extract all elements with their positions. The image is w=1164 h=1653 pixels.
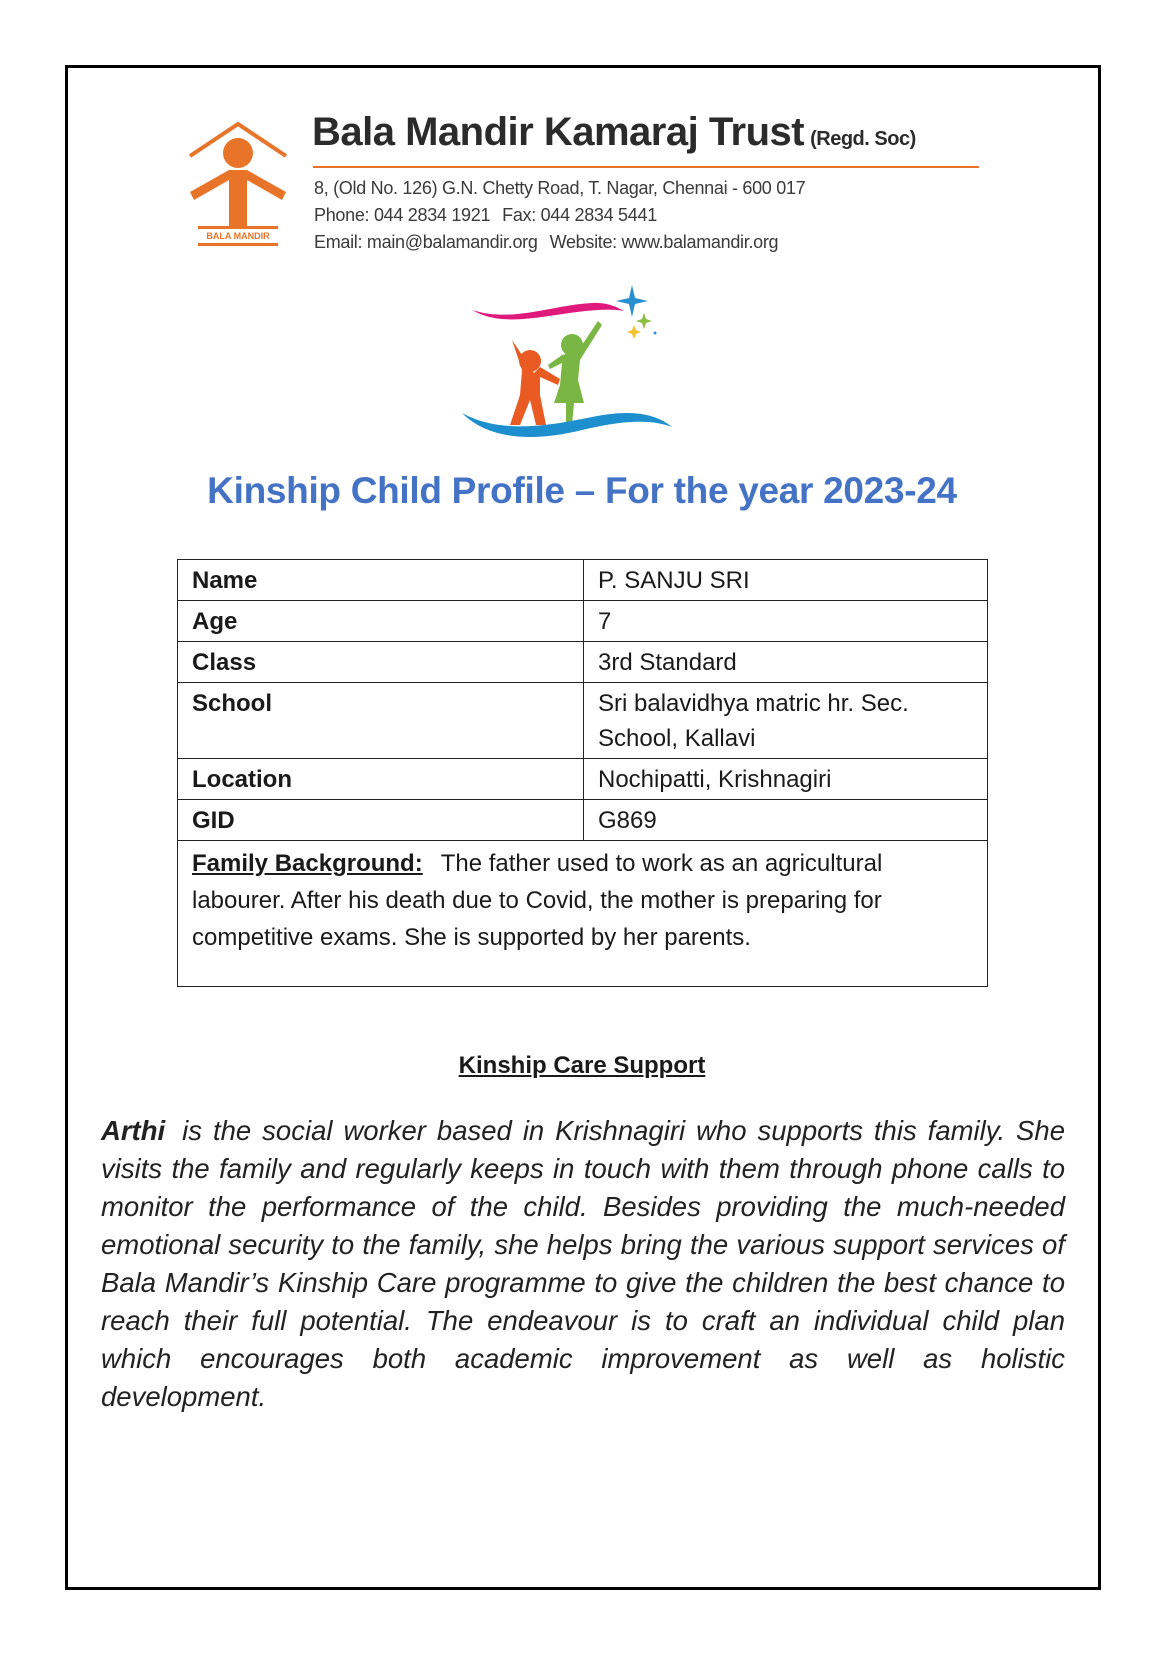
table-row (178, 683, 988, 759)
row-value: 7 (584, 601, 988, 642)
row-label: Name (178, 560, 584, 601)
section-heading: Kinship Care Support (458, 1052, 706, 1079)
family-background-cell (178, 841, 988, 987)
org-phone: Phone: 044 2834 1921 (314, 205, 491, 225)
org-email-website (314, 232, 778, 253)
support-text: is the social worker based in Krishnagiri who supports this family. She visits the family and regularly keeps in touch with them through phone calls to monitor the performance of the child. Besides providing the much-needed emotional security to the family, she helps bring the various support services of Bala Mandir’s Kinship Care programme to give the children the best chance to reach their full potential. The endeavour is to craft an individual child plan which encourages both academic improvement as well as holistic development. (101, 1115, 1065, 1412)
row-value: 3rd Standard (584, 642, 988, 683)
social-worker-name: Arthi (101, 1115, 166, 1146)
org-email[interactable]: Email: main@balamandir.org (314, 232, 538, 252)
table-row (178, 601, 988, 642)
row-label: School (178, 683, 584, 759)
page-title-text: Kinship Child Profile – For the year 2023-24 (207, 470, 957, 511)
table-row (178, 560, 988, 601)
organization-name (312, 110, 916, 155)
row-value: Sri balavidhya matric hr. Sec. School, Kallavi (584, 683, 988, 759)
bala-mandir-logo-icon (186, 118, 290, 250)
row-value: P. SANJU SRI (584, 560, 988, 601)
table-row (178, 642, 988, 683)
svg-text:BALA MANDIR: BALA MANDIR (206, 231, 270, 241)
support-paragraph (101, 1112, 1065, 1416)
page-title (0, 470, 1164, 512)
family-background-row (178, 841, 988, 987)
org-address: 8, (Old No. 126) G.N. Chetty Road, T. Nagar, Chennai - 600 017 (314, 178, 806, 198)
row-label: Location (178, 759, 584, 800)
org-fax: Fax: 044 2834 5441 (502, 205, 657, 225)
header-divider (313, 166, 979, 168)
row-value: G869 (584, 800, 988, 841)
table-row (178, 800, 988, 841)
kinship-children-illustration-icon (462, 285, 702, 450)
org-phone-fax (314, 205, 657, 226)
row-value: Nochipatti, Krishnagiri (584, 759, 988, 800)
table-row (178, 759, 988, 800)
org-registration-suffix: (Regd. Soc) (810, 128, 916, 150)
row-label: Age (178, 601, 584, 642)
row-label: GID (178, 800, 584, 841)
family-background-text: The father used to work as an agricultural labourer. After his death due to Covid, the mother is preparing for competitive exams. She is supported by her parents. (192, 850, 883, 951)
row-label: Class (178, 642, 584, 683)
org-website[interactable]: Website: www.balamandir.org (549, 232, 779, 252)
family-background-label: Family Background: (192, 850, 423, 877)
child-profile-table (177, 559, 988, 987)
org-name-text: Bala Mandir Kamaraj Trust (312, 110, 805, 154)
